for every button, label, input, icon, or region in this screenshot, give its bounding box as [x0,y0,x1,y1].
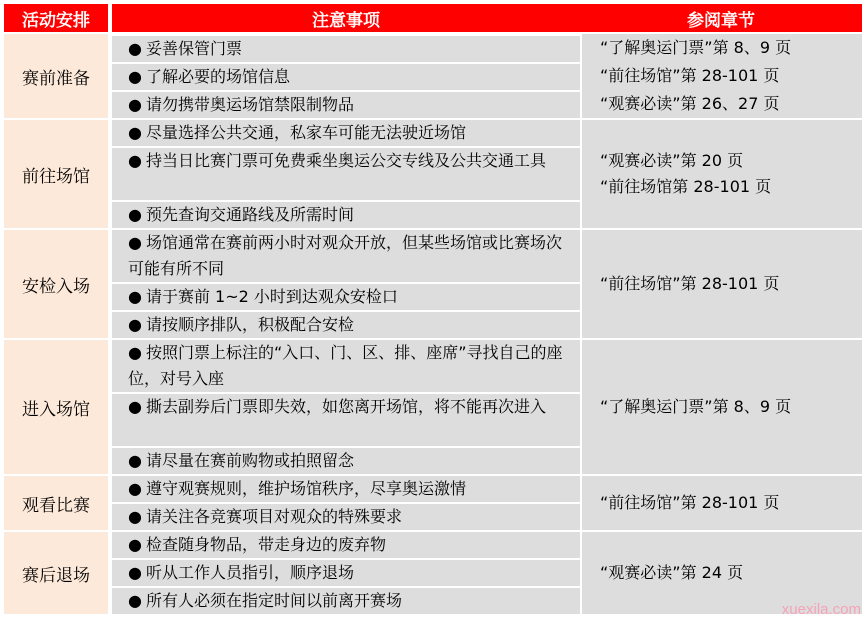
bullet-icon: ● [128,287,142,306]
reference-cell [580,474,862,530]
note-item [112,34,580,62]
note-text: 检查随身物品，带走身边的废弃物 [145,535,386,554]
reference-line: “观赛必读”第 26、27 页 [600,94,780,113]
activity-cell: 进入场馆 [4,338,108,474]
bullet-icon: ● [128,451,142,470]
reference-cell [580,228,862,338]
activity-cell: 观看比赛 [4,474,108,530]
activity-cell: 赛后退场 [4,530,108,614]
note-item [112,392,580,446]
bullet-icon: ● [128,95,142,114]
note-text: 请于赛前 1~2 小时到达观众安检口 [145,287,398,306]
header-ref: 参阅章节 [580,4,862,32]
note-item [112,558,580,586]
note-text: 持当日比赛门票可免费乘坐奥运公交专线及公共交通工具 [145,151,546,170]
note-item [112,62,580,90]
activity-cell: 前往场馆 [4,118,108,228]
table-row-group [4,228,862,338]
note-text: 预先查询交通路线及所需时间 [145,205,354,224]
bullet-icon: ● [128,563,142,582]
bullet-icon: ● [128,233,142,252]
note-item [112,530,580,558]
note-item [112,338,580,392]
activity-cell: 赛前准备 [4,34,108,118]
activity-cell: 安检入场 [4,228,108,338]
table-row-group [4,34,862,118]
note-text: 场馆通常在赛前两小时对观众开放，但某些场馆或比赛场次可能有所不同 [128,233,562,278]
bullet-icon: ● [128,205,142,224]
bullet-icon: ● [128,479,142,498]
reference-line: “观赛必读”第 20 页 [600,151,744,170]
note-item [112,200,580,228]
watermark: xuexila.com [781,601,861,618]
bullet-icon: ● [128,67,142,86]
note-text: 所有人必须在指定时间以前离开赛场 [145,591,402,610]
note-item [112,502,580,530]
reference-line: “了解奥运门票”第 8、9 页 [600,38,792,57]
note-item [112,90,580,118]
note-text: 请尽量在赛前购物或拍照留念 [145,451,354,470]
note-text: 请勿携带奥运场馆禁限制物品 [145,95,354,114]
header-activity: 活动安排 [4,4,108,32]
table-row-group [4,338,862,474]
table-row-group [4,530,862,614]
bullet-icon: ● [128,535,142,554]
note-text: 请按顺序排队，积极配合安检 [145,315,354,334]
note-item [112,282,580,310]
note-item [112,146,580,200]
note-item [112,446,580,474]
note-text: 听从工作人员指引，顺序退场 [145,563,354,582]
note-text: 按照门票上标注的“入口、门、区、排、座席”寻找自己的座位，对号入座 [128,343,563,388]
reference-line: “前往场馆”第 28-101 页 [600,493,780,512]
reference-line: “前往场馆第 28-101 页 [600,177,772,196]
reference-line: “前往场馆”第 28-101 页 [600,66,780,85]
bullet-icon: ● [128,591,142,610]
reference-line: “前往场馆”第 28-101 页 [600,274,780,293]
bullet-icon: ● [128,507,142,526]
note-text: 遵守观赛规则，维护场馆秩序，尽享奥运激情 [145,479,466,498]
note-text: 妥善保管门票 [145,39,242,58]
note-text: 尽量选择公共交通，私家车可能无法驶近场馆 [145,123,466,142]
bullet-icon: ● [128,151,142,170]
header-notes: 注意事项 [112,4,580,32]
bullet-icon: ● [128,343,142,362]
note-item [112,586,580,614]
reference-line: “了解奥运门票”第 8、9 页 [600,397,792,416]
bullet-icon: ● [128,39,142,58]
note-item [112,474,580,502]
reference-cell [580,118,862,228]
note-text: 请关注各竞赛项目对观众的特殊要求 [145,507,402,526]
bullet-icon: ● [128,397,142,416]
reference-cell [580,34,862,118]
note-item [112,118,580,146]
bullet-icon: ● [128,123,142,142]
reference-line: “观赛必读”第 24 页 [600,563,744,582]
note-item [112,310,580,338]
note-item [112,228,580,282]
reference-cell [580,338,862,474]
table-header [4,4,862,32]
bullet-icon: ● [128,315,142,334]
note-text: 撕去副券后门票即失效，如您离开场馆，将不能再次进入 [145,397,546,416]
table-row-group [4,118,862,228]
note-text: 了解必要的场馆信息 [145,67,290,86]
table-row-group [4,474,862,530]
